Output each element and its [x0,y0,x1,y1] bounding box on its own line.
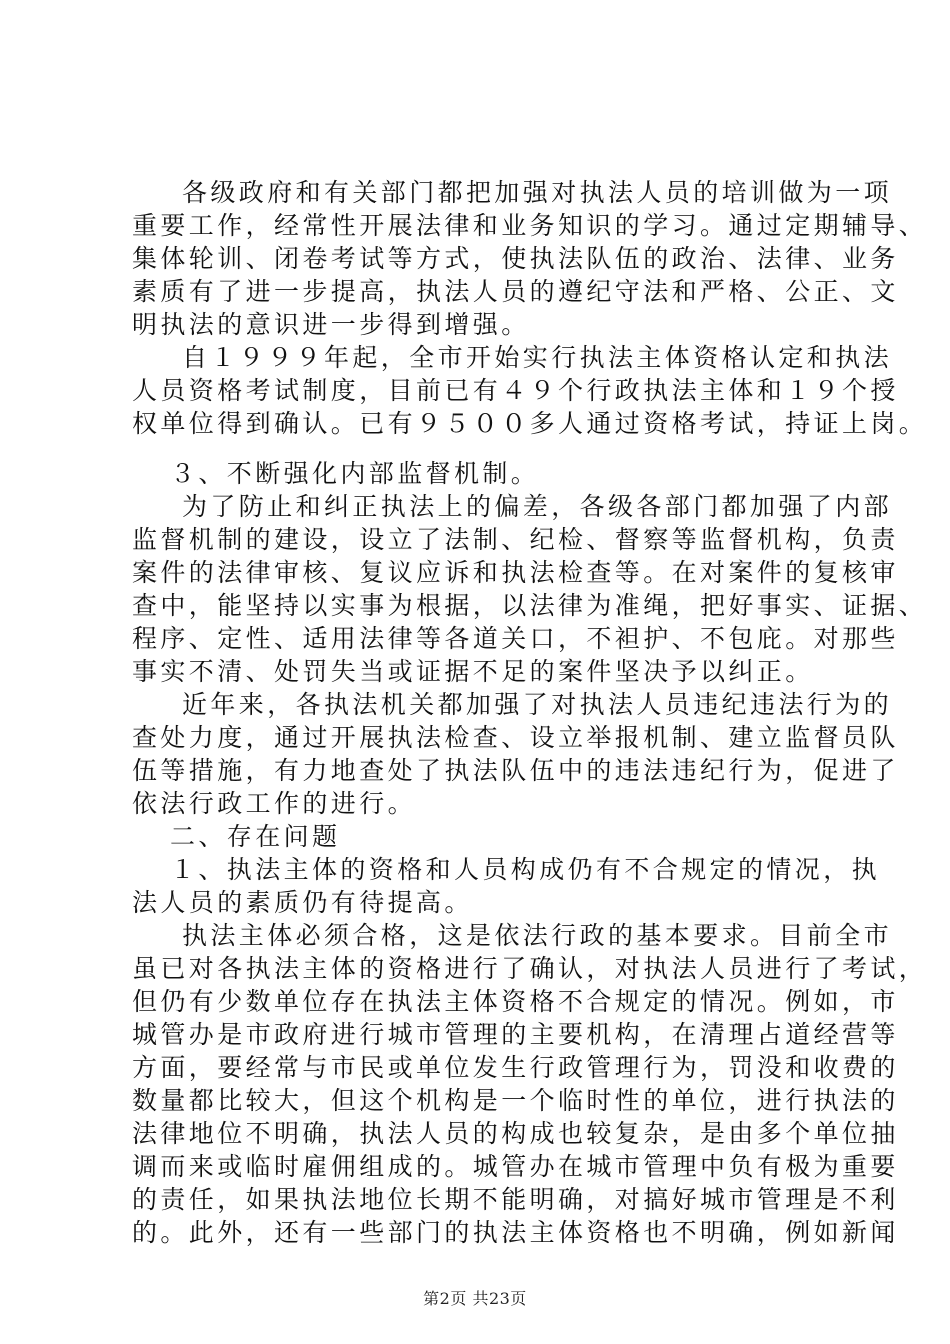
text-line: 集体轮训、闭卷考试等方式，使执法队伍的政治、法律、业务 [132,244,899,273]
text-line: 为了防止和纠正执法上的偏差，各级各部门都加强了内部 [182,492,893,521]
text-line: 明执法的意识进一步得到增强。 [132,310,530,339]
text-line: 调而来或临时雇佣组成的。城管办在城市管理中负有极为重要 [132,1152,899,1181]
text-line: 执法主体必须合格，这是依法行政的基本要求。目前全市 [182,921,893,950]
page-footer: 第2页 共23页 [423,1289,527,1308]
text-line: 伍等措施，有力地查处了执法队伍中的违法违纪行为，促进了 [132,756,899,785]
text-line: 查中，能坚持以实事为根据，以法律为准绳，把好事实、证据、 [132,591,928,620]
text-line: 人员资格考试制度，目前已有４９个行政执法主体和１９个授 [132,376,899,405]
text-line: 事实不清、处罚失当或证据不足的案件坚决予以纠正。 [132,657,814,686]
text-line: 方面，要经常与市民或单位发生行政管理行为，罚没和收费的 [132,1053,899,1082]
text-line: 法律地位不明确，执法人员的构成也较复杂，是由多个单位抽 [132,1119,899,1148]
text-line: 法人员的素质仍有待提高。 [132,888,473,917]
text-line: 查处力度，通过开展执法检查、设立举报机制、建立监督员队 [132,723,899,752]
text-line: 依法行政工作的进行。 [132,789,417,818]
subsection-heading: １、执法主体的资格和人员构成仍有不合规定的情况，执 [170,855,881,884]
text-line: 各级政府和有关部门都把加强对执法人员的培训做为一项 [182,178,893,207]
text-line: 虽已对各执法主体的资格进行了确认，对执法人员进行了考试， [132,954,928,983]
text-line: 监督机制的建设，设立了法制、纪检、督察等监督机构，负责 [132,525,899,554]
text-line: 城管办是市政府进行城市管理的主要机构，在清理占道经营等 [132,1020,899,1049]
text-line: 重要工作，经常性开展法律和业务知识的学习。通过定期辅导、 [132,211,928,240]
text-line: 程序、定性、适用法律等各道关口，不袒护、不包庇。对那些 [132,624,899,653]
text-line: 权单位得到确认。已有９５００多人通过资格考试，持证上岗。 [132,409,928,438]
section-heading: ３、不断强化内部监督机制。 [170,459,540,488]
text-line: 但仍有少数单位存在执法主体资格不合规定的情况。例如，市 [132,987,899,1016]
text-line: 数量都比较大，但这个机构是一个临时性的单位，进行执法的 [132,1086,899,1115]
text-line: 案件的法律审核、复议应诉和执法检查等。在对案件的复核审 [132,558,899,587]
text-line: 近年来，各执法机关都加强了对执法人员违纪违法行为的 [182,690,893,719]
text-line: 的。此外，还有一些部门的执法主体资格也不明确，例如新闻 [132,1218,899,1247]
text-line: 素质有了进一步提高，执法人员的遵纪守法和严格、公正、文 [132,277,899,306]
text-line: 自１９９９年起，全市开始实行执法主体资格认定和执法 [182,343,893,372]
text-line: 的责任，如果执法地位长期不能明确，对搞好城市管理是不利 [132,1185,899,1214]
section-heading: 二、存在问题 [170,822,341,851]
